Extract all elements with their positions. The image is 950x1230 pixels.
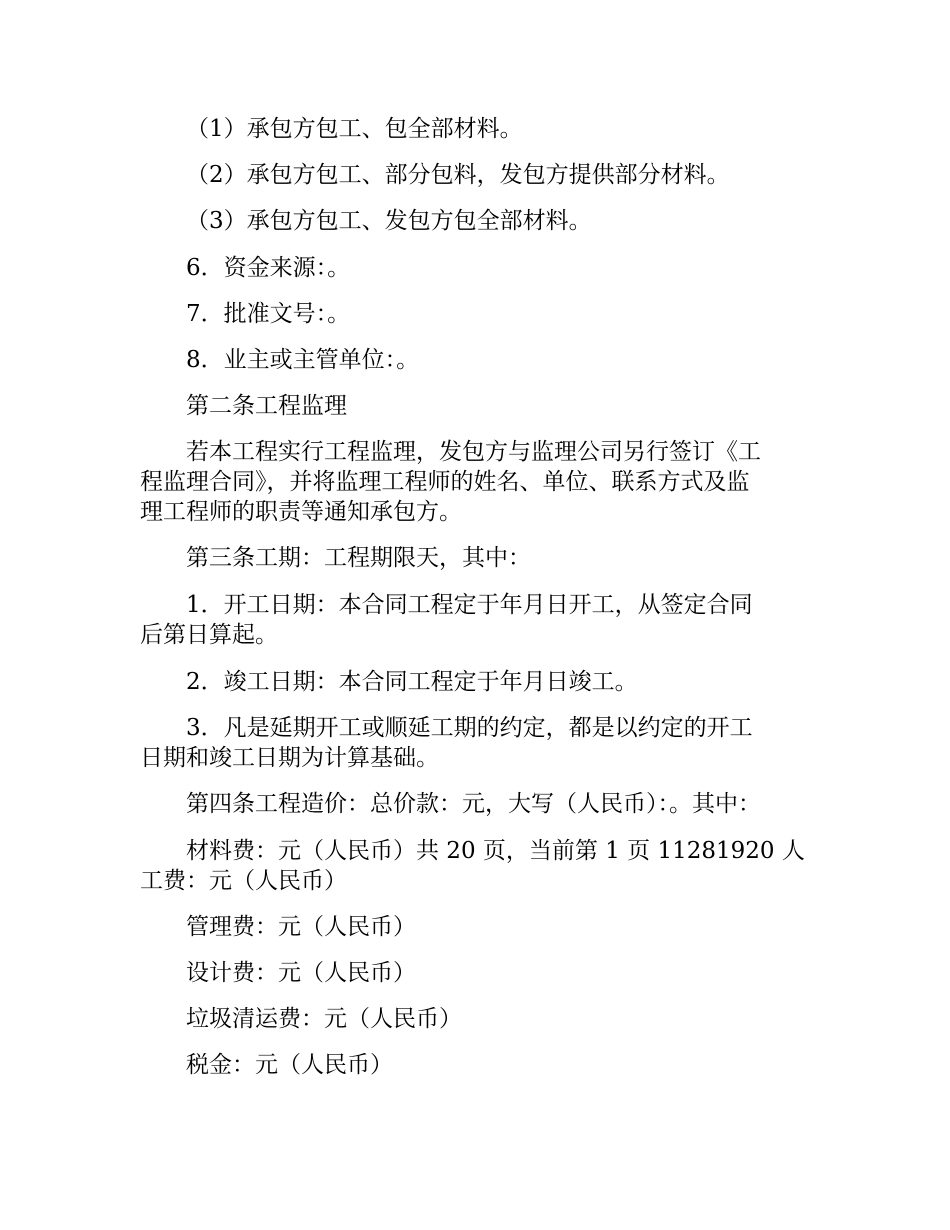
paragraph-line: 1．开工日期：本合同工程定于年月日开工，从签定合同	[186, 592, 753, 618]
paragraph-line: 第三条工期：工程期限天，其中：	[186, 545, 531, 571]
paragraph-line: 理工程师的职责等通知承包方。	[140, 499, 462, 525]
paragraph-line: （2）承包方包工、部分包料，发包方提供部分材料。	[186, 162, 730, 188]
paragraph-management-fee	[140, 912, 820, 942]
paragraph-line: 第二条工程监理	[186, 393, 347, 419]
heading-article-4	[140, 789, 820, 819]
paragraph-line: 8．业主或主管单位：。	[186, 347, 420, 373]
paragraph-supervision	[140, 437, 820, 527]
paragraph-line: 材料费：元（人民币）共 20 页，当前第 1 页 11281920 人	[186, 838, 805, 864]
paragraph-line: 设计费：元（人民币）	[186, 960, 416, 986]
heading-article-2	[140, 391, 820, 421]
paragraph-line: 第四条工程造价：总价款：元，大写（人民币）：。其中：	[186, 791, 761, 817]
paragraph-extension	[140, 713, 820, 773]
paragraph-line: 3．凡是延期开工或顺延工期的约定，都是以约定的开工	[186, 715, 753, 741]
paragraph-completion-date	[140, 667, 820, 697]
paragraph-line: 垃圾清运费：元（人民币）	[186, 1006, 462, 1032]
paragraph-line: （3）承包方包工、发包方包全部材料。	[186, 208, 592, 234]
paragraph-funding-source	[140, 253, 820, 283]
paragraph-option-3	[140, 206, 820, 236]
paragraph-waste-fee	[140, 1004, 820, 1034]
paragraph-tax	[140, 1050, 820, 1080]
paragraph-option-1	[140, 114, 820, 144]
paragraph-line: （1）承包方包工、包全部材料。	[186, 116, 523, 142]
paragraph-line: 工费：元（人民币）	[140, 868, 347, 894]
paragraph-material-fee	[140, 836, 820, 896]
paragraph-design-fee	[140, 958, 820, 988]
paragraph-line: 2．竣工日期：本合同工程定于年月日竣工。	[186, 669, 638, 695]
paragraph-line: 后第日算起。	[140, 622, 278, 648]
paragraph-line: 日期和竣工日期为计算基础。	[140, 745, 439, 771]
paragraph-line: 税金：元（人民币）	[186, 1052, 393, 1078]
heading-article-3	[140, 543, 820, 573]
paragraph-line: 程监理合同》，并将监理工程师的姓名、单位、联系方式及监	[140, 469, 750, 495]
paragraph-line: 7．批准文号：。	[186, 301, 351, 327]
paragraph-line: 管理费：元（人民币）	[186, 914, 416, 940]
paragraph-owner-unit	[140, 345, 820, 375]
paragraph-approval-number	[140, 299, 820, 329]
paragraph-line: 若本工程实行工程监理，发包方与监理公司另行签订《工	[186, 439, 761, 465]
paragraph-line: 6．资金来源：。	[186, 255, 351, 281]
paragraph-start-date	[140, 590, 820, 650]
paragraph-option-2	[140, 160, 820, 190]
